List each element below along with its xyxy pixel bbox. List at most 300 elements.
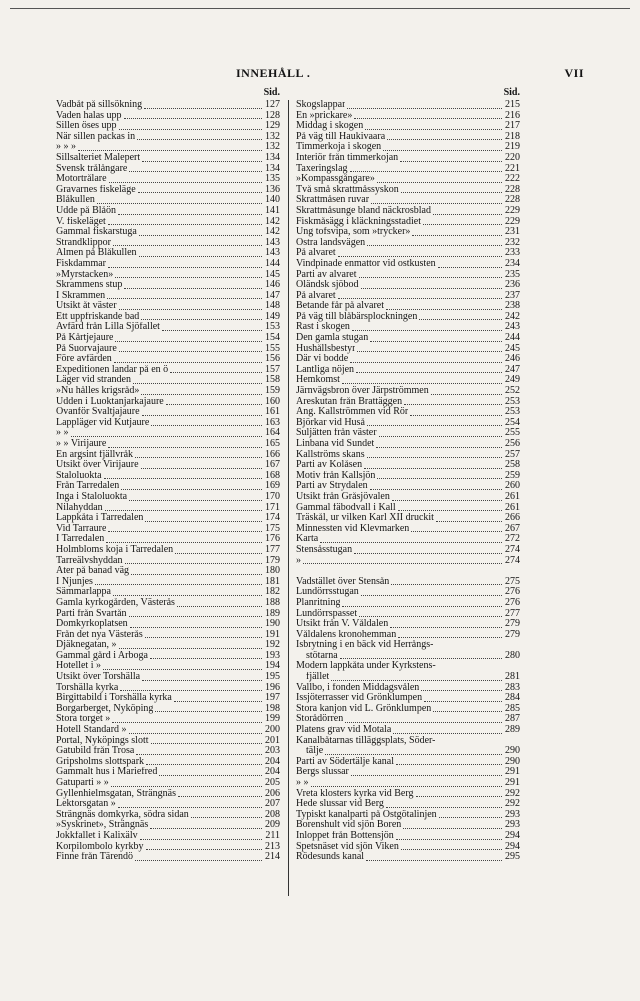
toc-entry-page: 188 <box>265 597 280 608</box>
toc-entry-title: Jokkfallet i Kalixälv <box>56 830 138 841</box>
toc-entry-page: 213 <box>265 841 280 852</box>
toc-entry-title: Där vi bodde <box>296 354 349 365</box>
dot-leader <box>119 350 262 352</box>
dot-leader <box>436 520 502 522</box>
dot-leader <box>392 499 502 501</box>
toc-entry-page: 142 <box>265 227 280 238</box>
toc-entry <box>56 820 280 831</box>
dot-leader <box>108 446 262 448</box>
dot-leader <box>141 467 262 469</box>
toc-entry-page: 232 <box>505 237 520 248</box>
toc-entry <box>296 439 520 450</box>
toc-entry <box>296 322 520 333</box>
toc-entry-page: 256 <box>505 439 520 449</box>
toc-entry-title: Järnvägsbron över Järpströmmen <box>296 386 429 397</box>
toc-entry-page: 189 <box>265 608 280 619</box>
toc-entry-title: Hede slussar vid Berg <box>296 799 384 810</box>
toc-entry-page: 214 <box>265 852 280 863</box>
dot-leader <box>120 689 262 691</box>
toc-entry-page: 289 <box>505 725 520 736</box>
right-sid-label: Sid. <box>503 87 520 98</box>
toc-entry <box>296 598 520 609</box>
toc-entry-title: Gatubild från Trosa <box>56 746 135 757</box>
dot-leader <box>78 149 262 151</box>
toc-entry <box>56 291 280 302</box>
toc-entry-title: Inloppet från Bottensjön <box>296 830 394 841</box>
toc-entry <box>56 714 280 725</box>
toc-entry <box>296 344 520 355</box>
toc-entry-page: 294 <box>505 841 520 852</box>
toc-entry <box>296 164 520 175</box>
toc-entry-title: Från Tarredalen <box>56 481 120 492</box>
toc-entry-title: Hushållsbestyr <box>296 343 356 354</box>
dot-leader <box>359 276 502 278</box>
toc-entry <box>296 375 520 386</box>
toc-entry-title: En argsint fjällvråk <box>56 449 134 460</box>
toc-entry-page: 132 <box>265 131 280 142</box>
toc-entry-page: 231 <box>505 227 520 238</box>
toc-entry-page: 170 <box>265 491 280 502</box>
dot-leader <box>137 138 262 140</box>
toc-entry <box>296 248 520 259</box>
toc-entry <box>296 736 520 747</box>
toc-entry-title: Östra landsvägen <box>296 237 366 248</box>
toc-entry-page: 156 <box>265 354 280 365</box>
dot-leader <box>416 795 502 797</box>
toc-entry-title: En »prickare» <box>296 110 353 121</box>
toc-entry <box>296 609 520 620</box>
dot-leader <box>325 753 502 755</box>
toc-entry-title: Sillen öses upp <box>56 121 117 132</box>
toc-entry-page: 175 <box>265 523 280 534</box>
dot-leader <box>124 287 262 289</box>
toc-entry-title: Utsikt över Torshälla <box>56 672 141 683</box>
toc-entry-title: Karta <box>296 534 319 545</box>
toc-entry <box>296 534 520 545</box>
toc-entry-title: Taxeringslag <box>296 163 348 174</box>
dot-leader <box>144 107 262 109</box>
dot-leader <box>103 668 262 670</box>
toc-entry <box>56 153 280 164</box>
toc-entry-title: Gammal fiskarstuga <box>56 227 137 238</box>
toc-entry <box>296 704 520 715</box>
dot-leader <box>124 117 262 119</box>
toc-entry-page: 283 <box>505 682 520 693</box>
toc-entry-page: 135 <box>265 174 280 185</box>
toc-entry-title: Issjöterrasser vid Grönklumpen <box>296 693 423 704</box>
toc-entry-title: Portal, Nyköpings slott <box>56 735 149 746</box>
toc-entry <box>56 503 280 514</box>
toc-entry-title: Före avfärden <box>56 354 112 365</box>
dot-leader <box>410 414 502 416</box>
toc-entry <box>56 270 280 281</box>
toc-entry-title: Gamla kyrkogården, Västerås <box>56 597 175 608</box>
toc-entry-page: 274 <box>505 544 520 555</box>
toc-entry <box>56 460 280 471</box>
toc-entry <box>56 778 280 789</box>
dot-leader <box>138 191 262 193</box>
dot-leader <box>400 160 502 162</box>
toc-entry <box>296 842 520 853</box>
toc-entry <box>296 577 520 588</box>
toc-entry-title: Gravarnes fiskeläge <box>56 184 136 195</box>
toc-entry <box>296 556 520 567</box>
toc-entry <box>56 259 280 270</box>
toc-entry-page: 171 <box>265 502 280 513</box>
toc-entry-page: 140 <box>265 195 280 206</box>
toc-entry-title: Strängnäs domkyrka, södra sidan <box>56 809 189 820</box>
dot-leader <box>367 244 502 246</box>
toc-entry <box>56 651 280 662</box>
dot-leader <box>105 509 262 511</box>
toc-entry <box>56 397 280 408</box>
toc-entry-title: Våldalens kronohemman <box>296 629 397 640</box>
dot-leader <box>433 213 502 215</box>
toc-entry <box>296 746 520 757</box>
toc-entry-title: »Syskrinet», Strängnäs <box>56 820 149 831</box>
toc-entry-page: 267 <box>505 523 520 534</box>
toc-entry-page: 195 <box>265 672 280 683</box>
toc-entry-page: 161 <box>265 407 280 418</box>
dot-leader <box>340 657 502 659</box>
dot-leader <box>396 838 502 840</box>
dot-leader <box>342 382 502 384</box>
toc-entry-title: » » <box>296 778 309 788</box>
toc-entry <box>296 714 520 725</box>
toc-entry <box>56 132 280 143</box>
toc-entry-title: Domkyrkoplatsen <box>56 619 128 630</box>
dot-leader <box>411 530 502 532</box>
toc-entry-title: Staloluokta <box>56 470 102 481</box>
toc-entry-title: » » <box>56 428 69 439</box>
toc-entry <box>56 534 280 545</box>
toc-entry-page: 204 <box>265 767 280 778</box>
toc-entry <box>56 418 280 429</box>
toc-entry-page: 198 <box>265 703 280 714</box>
dot-leader <box>311 785 503 787</box>
toc-entry-page: 165 <box>265 439 280 449</box>
dot-leader <box>155 710 262 712</box>
toc-entry <box>56 736 280 747</box>
page-title: INNEHÅLL . <box>236 66 311 80</box>
toc-entry <box>296 725 520 736</box>
toc-entry-page: 174 <box>265 513 280 524</box>
toc-entry-page: 243 <box>505 322 520 333</box>
dot-leader <box>377 181 502 183</box>
toc-entry <box>56 365 280 376</box>
dot-leader <box>111 785 262 787</box>
toc-entry <box>296 153 520 164</box>
dot-leader <box>412 234 502 236</box>
toc-entry-page: 261 <box>505 491 520 502</box>
toc-entry-page: 253 <box>505 396 520 407</box>
toc-entry-title: Modern lappkåta under Kyrkstens- <box>296 661 436 672</box>
dot-leader <box>119 647 262 649</box>
toc-entry-title: Den gamla stugan <box>296 333 369 344</box>
toc-entry-page: 279 <box>505 629 520 640</box>
toc-entry-title: Parti av Strydalen <box>296 481 368 492</box>
toc-entry-title: Interiör från timmerkojan <box>296 152 399 163</box>
toc-entry <box>296 132 520 143</box>
toc-entry-page: 208 <box>265 809 280 820</box>
toc-entry <box>56 344 280 355</box>
toc-entry <box>56 312 280 323</box>
toc-entry <box>296 630 520 641</box>
toc-entry-title: Träskål, ur vilken Karl XII druckit <box>296 513 434 524</box>
dot-leader <box>320 541 502 543</box>
dot-leader <box>97 202 262 204</box>
dot-leader <box>146 848 263 850</box>
toc-entry-page: 203 <box>265 746 280 757</box>
toc-entry-title: Parti från Svartån <box>56 608 127 619</box>
toc-entry-title: Hemkomst <box>296 375 340 386</box>
toc-entry-title: Suljätten från väster <box>296 428 377 439</box>
toc-entry <box>296 820 520 831</box>
toc-entry-page: 205 <box>265 778 280 788</box>
dot-leader <box>386 806 502 808</box>
right-column <box>296 86 520 863</box>
toc-entry-page: 281 <box>505 672 520 683</box>
toc-entry-title: Djäknegatan, » <box>56 640 117 651</box>
toc-entry <box>296 428 520 439</box>
dot-leader <box>119 128 262 130</box>
toc-entry <box>56 100 280 111</box>
dot-leader <box>146 763 262 765</box>
dot-leader <box>142 679 262 681</box>
dot-leader <box>424 700 502 702</box>
dot-leader <box>159 774 262 776</box>
toc-entry <box>56 767 280 778</box>
toc-entry-page: 238 <box>505 301 520 312</box>
toc-entry-title: Linbana vid Sundet <box>296 439 375 449</box>
toc-entry <box>56 121 280 132</box>
toc-entry-title: Spetsnäset vid sjön Viken <box>296 841 399 852</box>
dot-leader <box>129 732 262 734</box>
dot-leader <box>129 499 262 501</box>
dot-leader <box>178 795 262 797</box>
toc-entry-page: 276 <box>505 597 520 608</box>
toc-entry-title: Vreta klosters kyrka vid Berg <box>296 788 414 799</box>
dot-leader <box>439 816 502 818</box>
toc-entry-page: 163 <box>265 417 280 428</box>
toc-entry <box>56 407 280 418</box>
dot-leader <box>419 318 502 320</box>
toc-entry <box>296 238 520 249</box>
dot-leader <box>129 615 262 617</box>
dot-leader <box>356 371 502 373</box>
toc-entry <box>56 831 280 842</box>
dot-leader <box>352 329 502 331</box>
toc-entry-page: 199 <box>265 714 280 725</box>
toc-entry-page: 168 <box>265 470 280 481</box>
toc-entry <box>296 386 520 397</box>
toc-entry-title: Utsikt från Gråsjövalen <box>296 491 390 502</box>
toc-entry-title: Rödesunds kanal <box>296 852 365 863</box>
toc-entry-title: Utsikt från V. Våldalen <box>296 619 389 630</box>
toc-entry-title: Middag i skogen <box>296 121 364 132</box>
toc-entry-title: » » » <box>56 142 76 153</box>
toc-entry-page: 234 <box>505 258 520 269</box>
toc-entry-page: 260 <box>505 481 520 492</box>
toc-entry <box>296 301 520 312</box>
dot-leader <box>142 160 262 162</box>
toc-entry-title: Fiskdammar <box>56 258 106 269</box>
dot-leader <box>433 710 502 712</box>
dot-leader <box>112 721 262 723</box>
toc-entry-title: I Tarredalen <box>56 534 105 545</box>
toc-entry-page: 220 <box>505 152 520 163</box>
toc-entry-page: 285 <box>505 703 520 714</box>
toc-entry <box>296 227 520 238</box>
dot-leader <box>354 117 502 119</box>
toc-entry-page: 274 <box>505 555 520 566</box>
toc-entry-title: Åreskutan från Brattäggen <box>296 396 403 407</box>
dot-leader <box>404 403 502 405</box>
toc-entry <box>56 492 280 503</box>
toc-entry-page: 233 <box>505 248 520 259</box>
toc-entry-title: Timmerkoja i skogen <box>296 142 382 153</box>
toc-entry-page: 293 <box>505 820 520 831</box>
toc-entry-title: »Nu hålles krigsråd» <box>56 386 140 397</box>
toc-entry <box>296 693 520 704</box>
toc-entry-title: På alvaret <box>296 248 336 259</box>
dot-leader <box>354 552 502 554</box>
toc-entry <box>296 619 520 630</box>
dot-leader <box>145 636 262 638</box>
dot-leader <box>113 594 262 596</box>
toc-entry-page: 159 <box>265 386 280 397</box>
dot-leader <box>131 573 262 575</box>
toc-entry <box>56 333 280 344</box>
dot-leader <box>133 382 262 384</box>
toc-entry-title: Vadstället över Stensån <box>296 576 390 587</box>
toc-entry <box>296 831 520 842</box>
toc-entry-page: 181 <box>265 576 280 587</box>
toc-entry <box>56 619 280 630</box>
toc-entry-page: 266 <box>505 513 520 524</box>
top-rule <box>10 8 630 9</box>
toc-entry <box>296 365 520 376</box>
toc-entry <box>56 566 280 577</box>
toc-entry <box>296 545 520 556</box>
toc-entry <box>296 121 520 132</box>
toc-entry-page: 207 <box>265 799 280 810</box>
column-divider <box>288 100 289 896</box>
toc-entry-page: 258 <box>505 460 520 471</box>
dot-leader <box>331 679 502 681</box>
toc-entry <box>296 206 520 217</box>
dot-leader <box>136 753 262 755</box>
toc-entry-title: »Myrstacken» <box>56 269 114 280</box>
dot-leader <box>170 371 262 373</box>
dot-leader <box>423 223 502 225</box>
dot-leader <box>139 255 262 257</box>
toc-entry <box>296 503 520 514</box>
toc-entry <box>56 556 280 567</box>
toc-entry-page: 143 <box>265 237 280 248</box>
dot-leader <box>135 859 262 861</box>
toc-entry-page: 272 <box>505 534 520 545</box>
toc-entry-page: 253 <box>505 407 520 418</box>
toc-entry-page: 146 <box>265 280 280 291</box>
toc-entry-title: Gripsholms slottspark <box>56 756 145 767</box>
toc-entry-title: Vadbåt på sillsökning <box>56 100 143 110</box>
toc-entry-title: Finne från Tärendö <box>56 852 134 863</box>
toc-entry-page: 228 <box>505 184 520 195</box>
toc-entry <box>56 587 280 598</box>
dot-leader <box>108 266 262 268</box>
toc-entry-page: 197 <box>265 693 280 704</box>
toc-entry-page: 154 <box>265 333 280 344</box>
toc-entry-title: Stora kanjon vid L. Grönklumpen <box>296 703 432 714</box>
toc-entry-title: Skogslappar <box>296 100 346 110</box>
toc-entry <box>296 767 520 778</box>
toc-entry-title: Bergs slussar <box>296 767 349 778</box>
toc-entry-page: 252 <box>505 386 520 397</box>
toc-entry-page: 192 <box>265 640 280 651</box>
toc-entry <box>296 683 520 694</box>
toc-entry-title: Lappkåta i Tarredalen <box>56 513 144 524</box>
dot-leader <box>95 583 262 585</box>
toc-entry <box>296 407 520 418</box>
dot-leader <box>401 191 502 193</box>
toc-entry-page: 196 <box>265 682 280 693</box>
toc-entry-title: Utsikt åt väster <box>56 301 117 312</box>
toc-entry-title: Torshälla kyrka <box>56 682 119 693</box>
toc-entry-title: fjället <box>306 672 330 683</box>
dot-leader <box>162 329 262 331</box>
toc-entry-page: 201 <box>265 735 280 746</box>
toc-entry <box>296 799 520 810</box>
toc-entry-title: På alvaret <box>296 290 336 301</box>
toc-entry <box>56 661 280 672</box>
toc-entry <box>56 142 280 153</box>
toc-entry <box>296 471 520 482</box>
toc-entry-page: 136 <box>265 184 280 195</box>
toc-entry-title: Holmbloms koja i Tarredalen <box>56 544 174 555</box>
toc-entry <box>56 206 280 217</box>
dot-leader <box>359 615 502 617</box>
toc-entry-page: 218 <box>505 131 520 142</box>
toc-entry-title: Typiskt kanalparti på Östgötalinjen <box>296 809 437 820</box>
toc-entry <box>56 439 280 450</box>
toc-entry <box>56 195 280 206</box>
toc-entry <box>296 280 520 291</box>
toc-entry <box>56 577 280 588</box>
dot-leader <box>365 128 502 130</box>
toc-entry-page: 247 <box>505 364 520 375</box>
toc-entry-page: 190 <box>265 619 280 630</box>
toc-entry <box>296 587 520 598</box>
toc-entry-page: 229 <box>505 216 520 227</box>
toc-entry-title: När sillen packas in <box>56 131 136 142</box>
page-number: VII <box>564 66 584 80</box>
dot-leader <box>118 806 262 808</box>
toc-entry-page: 180 <box>265 566 280 577</box>
dot-leader <box>108 530 262 532</box>
toc-entry <box>56 640 280 651</box>
toc-entry-title: Udden i Luoktanjarkajaure <box>56 396 164 407</box>
toc-entry-title: Skrattmåsunge bland näckrosblad <box>296 205 431 216</box>
toc-entry-page: 261 <box>505 502 520 513</box>
toc-entry <box>296 185 520 196</box>
toc-entry-title: Vindpinade enmattor vid ostkusten <box>296 258 436 269</box>
toc-entry <box>56 598 280 609</box>
toc-entry-page: 295 <box>505 852 520 863</box>
toc-entry-title: Platens grav vid Motala <box>296 725 392 736</box>
toc-entry <box>296 460 520 471</box>
dot-leader <box>387 138 502 140</box>
